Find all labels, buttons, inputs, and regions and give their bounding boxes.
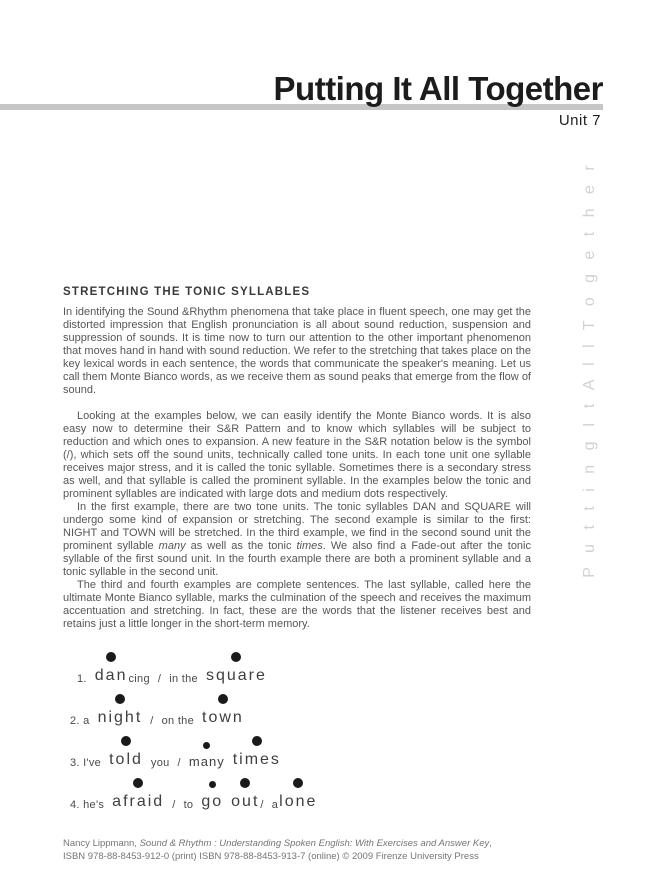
example-word: cing [128, 673, 150, 685]
tone-unit-segment [206, 652, 267, 685]
example-word: / [157, 673, 162, 685]
example-word: 3. I've [70, 757, 102, 769]
body-paragraph [63, 306, 531, 397]
example-word: many [188, 754, 225, 769]
example-word: you [150, 757, 170, 769]
tone-unit-segment [178, 757, 181, 769]
tone-unit-segment [95, 652, 128, 685]
example-row [70, 778, 317, 811]
example-row [70, 652, 317, 685]
tone-unit-segment [112, 778, 164, 811]
text-segment: Looking at the examples below, we can easily identify the Monte Bianco words. It is also easy now to determine their S&R Pattern and to know which syllables will be subject to reduction and which ones to expansion. A new feature in the S&R notation below is the symbol (/), which sets off the sound units, technically called tone units. In each tone unit one syllable receives major stress, and it is called the tonic syllable. Sometimes there is a secondary stress as well, and that syllable is called the prominent syllable. In the examples below the tonic and prominent syllables are indicated with large dots and medium dots respectively. [63, 410, 531, 500]
tonic-syllable-dot-icon [240, 778, 250, 788]
body-paragraph [63, 501, 531, 579]
example-word: / [150, 715, 154, 727]
example-word: 4. he's [70, 799, 105, 811]
tone-unit-segment [128, 673, 149, 685]
text-segment: . We also find a Fade-out after the tonic syllable of the first sound unit. In the fourth example there are both a prominent syllable and a tonic syllable in the second unit. [63, 540, 531, 578]
example-word: go [201, 793, 224, 810]
tone-unit-segment [279, 778, 317, 811]
example-word: told [109, 751, 143, 768]
example-word: 2. a [70, 715, 90, 727]
tonic-syllable-dot-icon [293, 778, 303, 788]
tone-unit-segment [151, 757, 170, 769]
example-row [70, 736, 317, 769]
tone-unit-segment [172, 799, 175, 811]
unit-label: Unit 7 [558, 112, 601, 129]
example-word: out [231, 793, 260, 810]
examples-list [70, 652, 317, 820]
tone-unit-segment [260, 799, 263, 811]
tone-unit-segment [158, 673, 161, 685]
example-row [70, 694, 317, 727]
tonic-syllable-dot-icon [106, 652, 116, 662]
body-paragraph [63, 410, 531, 501]
tone-unit-segment [162, 715, 194, 727]
tone-unit-segment [150, 715, 153, 727]
tonic-syllable-dot-icon [133, 778, 143, 788]
prominent-syllable-dot-icon [209, 781, 216, 788]
example-word: times [232, 751, 281, 768]
tone-unit-segment [202, 694, 244, 727]
example-word: / [260, 799, 264, 811]
example-word: square [205, 667, 267, 684]
example-word: lone [279, 793, 318, 810]
example-word: town [202, 709, 244, 726]
section-heading: STRETCHING THE TONIC SYLLABLES [63, 286, 311, 298]
tonic-syllable-dot-icon [252, 736, 262, 746]
example-word: night [97, 709, 143, 726]
example-word: 1. [77, 673, 87, 685]
text-segment: ISBN 978-88-8453-912-0 (print) ISBN 978-88-8453-913-7 (online) © 2009 Firenze University Press [63, 851, 479, 862]
tone-unit-segment [201, 781, 223, 811]
tonic-syllable-dot-icon [115, 694, 125, 704]
example-word: on the [161, 715, 195, 727]
tone-unit-segment [70, 757, 101, 769]
footer-line [63, 837, 533, 850]
tone-unit-segment [272, 799, 278, 811]
text-segment: , [489, 838, 492, 849]
example-word: a [271, 799, 279, 811]
tone-unit-segment [189, 742, 225, 769]
footer-line [63, 850, 533, 863]
tone-unit-segment [70, 799, 104, 811]
body-paragraph [63, 579, 531, 631]
text-segment: In the first example, there are two tone units. The tonic syllables DAN and SQUARE will undergo some kind of expansion or stretching. The second example is similar to the first: NIGHT and TOWN will be stretched. In the third example, we find in the second sound unit the prominent syllable [63, 501, 531, 552]
text-segment: as well as the tonic [185, 540, 297, 552]
footer-citation [63, 837, 533, 863]
page-title: Putting It All Together [273, 70, 603, 107]
tone-unit-segment [70, 715, 90, 727]
tone-unit-segment [109, 736, 143, 769]
prominent-syllable-dot-icon [203, 742, 210, 749]
vertical-margin-title: P u t t i n g I t A l l T o g e t h e r [581, 160, 598, 578]
tone-unit-segment [77, 673, 87, 685]
italic-text-segment: Sound & Rhythm : Understanding Spoken English: With Exercises and Answer Key [139, 838, 490, 849]
body-paragraphs [63, 306, 531, 631]
tonic-syllable-dot-icon [218, 694, 228, 704]
example-word: / [172, 799, 176, 811]
tone-unit-segment [184, 799, 194, 811]
tone-unit-segment [233, 736, 281, 769]
example-word: afraid [112, 793, 165, 810]
tonic-syllable-dot-icon [231, 652, 241, 662]
italic-text-segment: many [158, 540, 186, 552]
tone-unit-segment [169, 673, 198, 685]
text-segment: Nancy Lippmann, [63, 838, 140, 849]
text-segment: The third and fourth examples are complete sentences. The last syllable, called here the ultimate Monte Bianco syllable, marks the culmination of the speech and receives the maximum accentuation and stretching. In fact, these are the words that the listener receives best and retains just a little longer in the short-term memory. [63, 579, 531, 630]
example-word: to [183, 799, 194, 811]
example-word: / [177, 757, 181, 769]
example-word: in the [169, 673, 198, 685]
text-segment: In identifying the Sound &Rhythm phenomena that take place in fluent speech, one may get the distorted impression that English pronunciation is all about sound reduction, suspension and suppression of sounds. It is time now to turn our attention to the other important phenomenon that moves hand in hand with sound reduction. We refer to the stretching that takes place on the key lexical words in each sentence, the words that communicate the speaker's meaning. Let us call them Monte Bianco words, as we receive them as sound peaks that emerge from the flow of sound. [63, 306, 531, 396]
italic-text-segment: times [296, 540, 323, 552]
tonic-syllable-dot-icon [121, 736, 131, 746]
tone-unit-segment [231, 778, 259, 811]
example-word: dan [94, 667, 128, 684]
tone-unit-segment [98, 694, 143, 727]
